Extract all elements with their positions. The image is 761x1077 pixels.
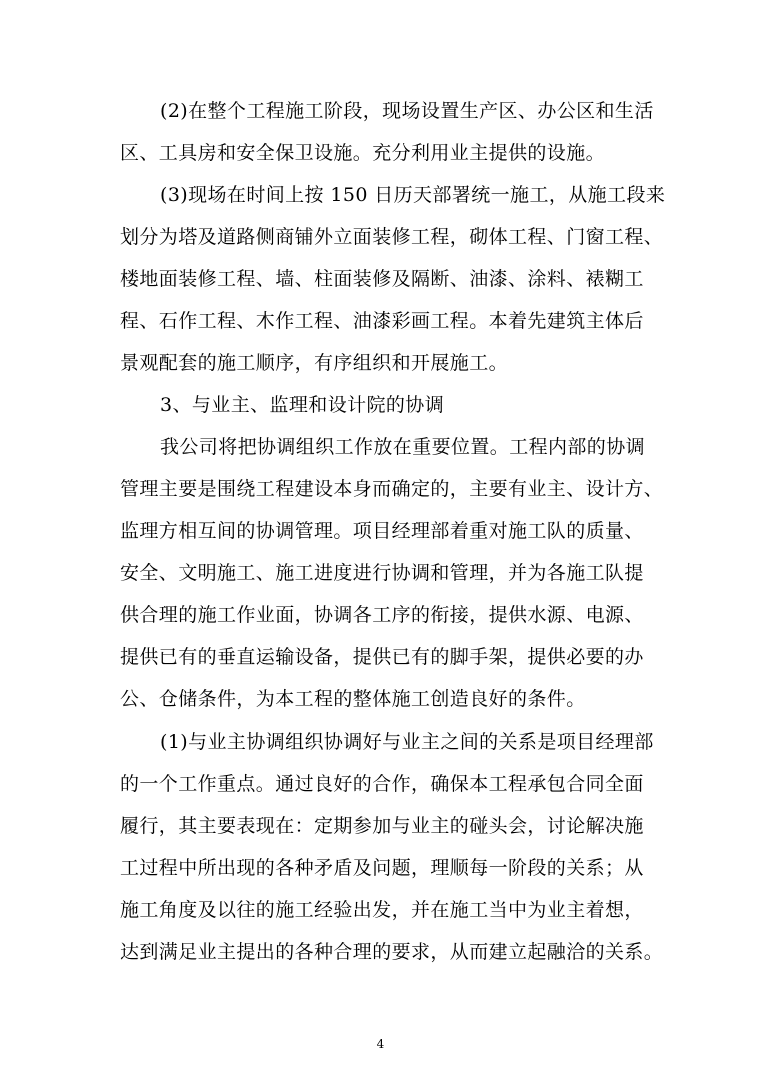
text-line: 提供已有的垂直运输设备，提供已有的脚手架，提供必要的办 <box>120 646 644 668</box>
text-line: 区、工具房和安全保卫设施。充分利用业主提供的设施。 <box>120 142 606 164</box>
text-line: 安全、文明施工、施工进度进行协调和管理，并为各施工队提 <box>120 562 644 584</box>
text-line: 达到满足业主提出的各种合理的要求，从而建立起融洽的关系。 <box>120 941 664 963</box>
text-line: 楼地面装修工程、墙、柱面装修及隔断、油漆、涂料、裱糊工 <box>120 268 644 290</box>
text-line: (2)在整个工程施工阶段，现场设置生产区、办公区和生活 <box>160 100 654 122</box>
text-line: 划分为塔及道路侧商铺外立面装修工程，砌体工程、门窗工程、 <box>120 226 664 248</box>
text-line: 程、石作工程、木作工程、油漆彩画工程。本着先建筑主体后 <box>120 310 644 332</box>
text-line: 施工角度及以往的施工经验出发，并在施工当中为业主着想， <box>120 899 644 921</box>
text-line: 管理主要是围绕工程建设本身而确定的，主要有业主、设计方、 <box>120 478 664 500</box>
section-heading: 3、与业主、监理和设计院的协调 <box>160 394 445 416</box>
text-line: 的一个工作重点。通过良好的合作，确保本工程承包合同全面 <box>120 773 644 795</box>
text-line: 工过程中所出现的各种矛盾及问题，理顺每一阶段的关系；从 <box>120 857 644 879</box>
text-line: 景观配套的施工顺序，有序组织和开展施工。 <box>120 352 509 374</box>
text-line: (3)现场在时间上按 150 日历天部署统一施工，从施工段来 <box>160 184 666 206</box>
text-line: 监理方相互间的协调管理。项目经理部着重对施工队的质量、 <box>120 520 644 542</box>
text-line: 供合理的施工作业面，协调各工序的衔接，提供水源、电源、 <box>120 604 644 626</box>
text-line: (1)与业主协调组织协调好与业主之间的关系是项目经理部 <box>160 731 654 753</box>
page-number: 4 <box>376 1037 385 1051</box>
text-line: 我公司将把协调组织工作放在重要位置。工程内部的协调 <box>160 436 646 458</box>
text-line: 履行，其主要表现在：定期参加与业主的碰头会，讨论解决施 <box>120 815 644 837</box>
text-line: 公、仓储条件，为本工程的整体施工创造良好的条件。 <box>120 688 586 710</box>
